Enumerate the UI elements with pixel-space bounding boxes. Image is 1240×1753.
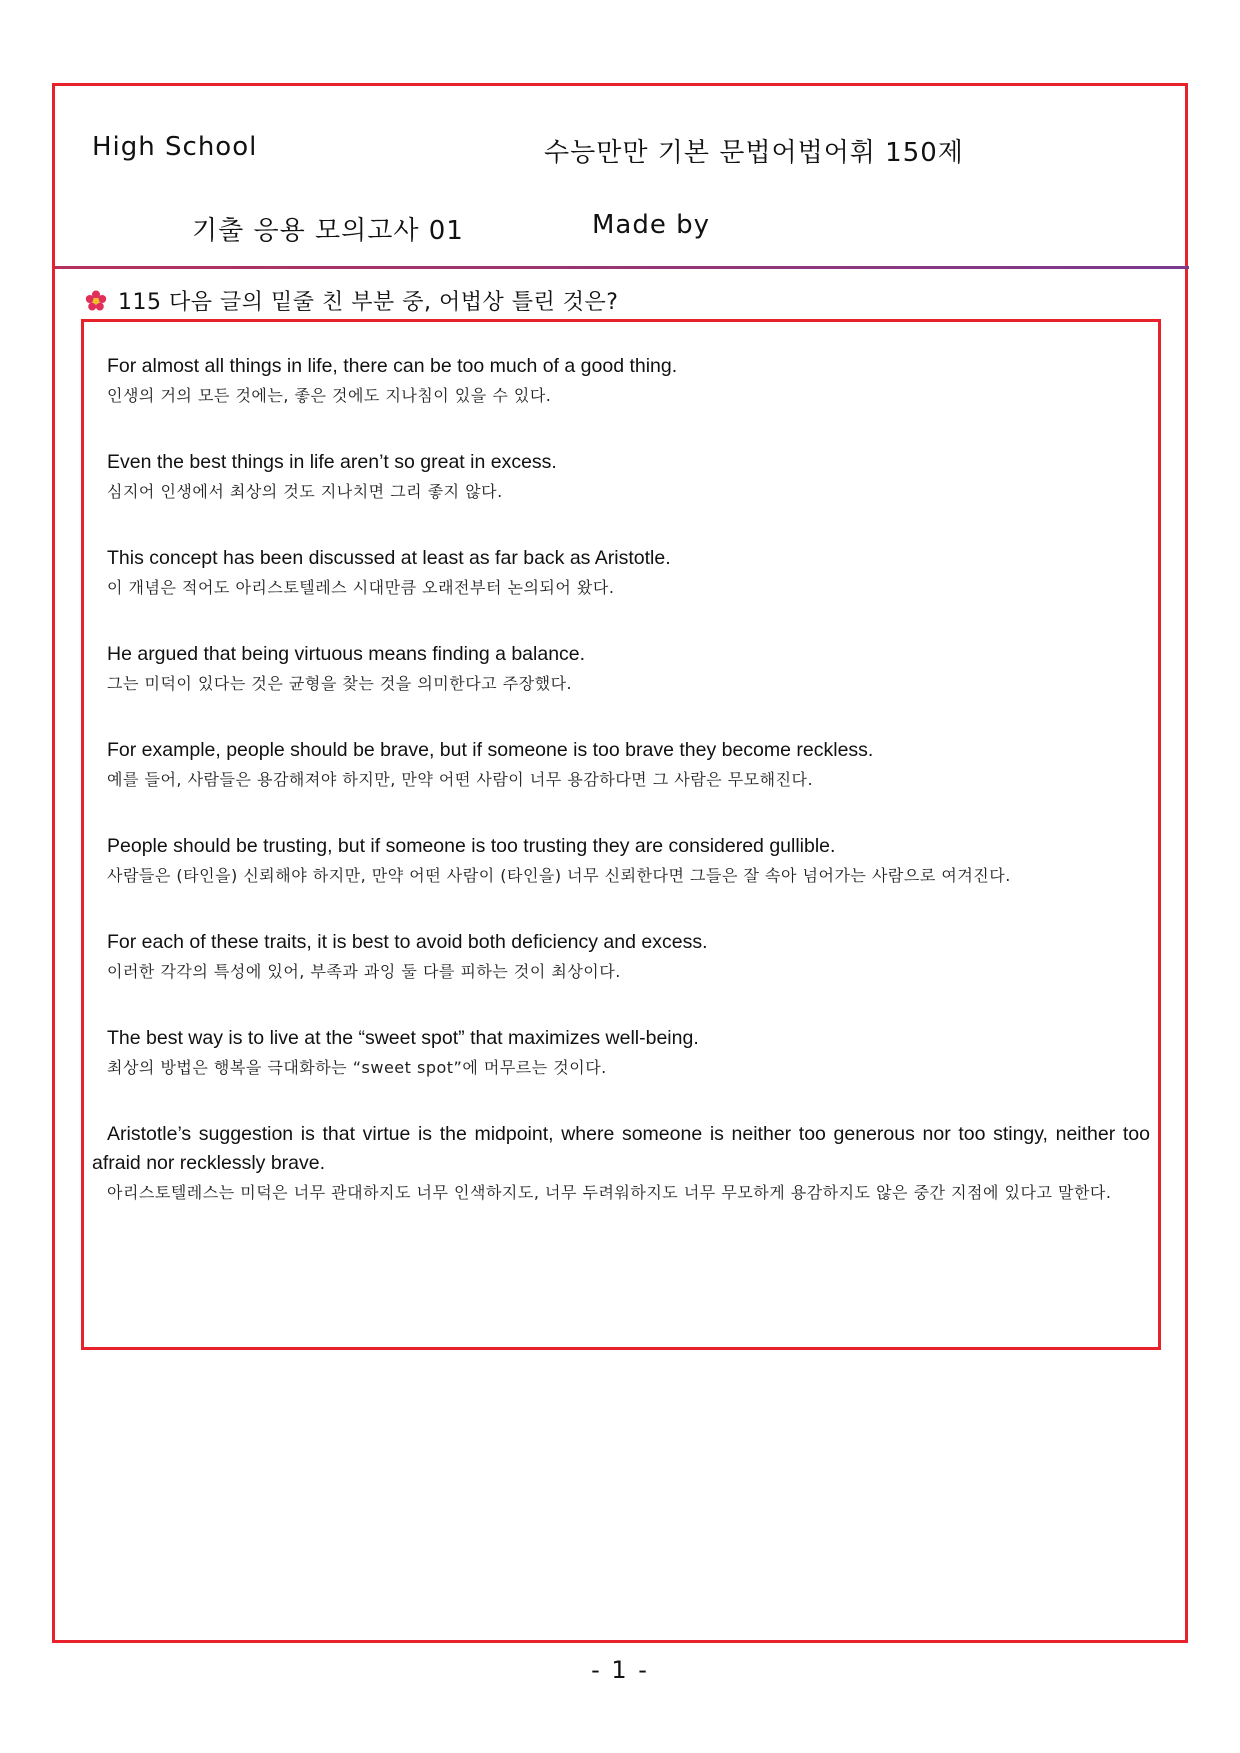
sentence-pair-7 bbox=[92, 928, 1150, 987]
question-line bbox=[84, 285, 618, 316]
korean-translation: 이러한 각각의 특성에 있어, 부족과 과잉 둘 다를 피하는 것이 최상이다. bbox=[107, 962, 621, 981]
header-divider bbox=[55, 266, 1189, 269]
korean-translation: 예를 들어, 사람들은 용감해져야 하지만, 만약 어떤 사람이 너무 용감하다면 그 사람은 무모해진다. bbox=[107, 770, 814, 789]
passage bbox=[92, 352, 1150, 1245]
sentence-pair-1 bbox=[92, 352, 1150, 411]
sentence-pair-4 bbox=[92, 640, 1150, 699]
english-sentence: For each of these traits, it is best to avoid both deficiency and excess. bbox=[107, 931, 708, 953]
sentence-pair-5 bbox=[92, 736, 1150, 795]
header-title: 수능만만 기본 문법어법어휘 150제 bbox=[544, 138, 964, 168]
korean-translation: 그는 미덕이 있다는 것은 균형을 찾는 것을 의미한다고 주장했다. bbox=[107, 674, 573, 693]
korean-translation: 아리스토텔레스는 미덕은 너무 관대하지도 너무 인색하지도, 너무 두려워하지도 너무 무모하게 용감하지도 않은 중간 지점에 있다고 말한다. bbox=[107, 1183, 1112, 1202]
page-number: - 1 - bbox=[591, 1656, 649, 1684]
english-sentence: This concept has been discussed at least as far back as Aristotle. bbox=[107, 547, 671, 569]
sentence-pair-6 bbox=[92, 832, 1150, 891]
flower-icon bbox=[84, 289, 108, 313]
english-sentence: Aristotle’s suggestion is that virtue is the midpoint, where someone is neither too generous nor too stingy, neither too afraid nor recklessly brave. bbox=[92, 1123, 1150, 1174]
sentence-pair-3 bbox=[92, 544, 1150, 603]
english-sentence: The best way is to live at the “sweet spot” that maximizes well-being. bbox=[107, 1027, 699, 1049]
english-sentence: For almost all things in life, there can be too much of a good thing. bbox=[107, 355, 678, 377]
sentence-pair-9 bbox=[92, 1120, 1150, 1208]
header-subtitle: 기출 응용 모의고사 01 bbox=[192, 216, 464, 246]
korean-translation: 인생의 거의 모든 것에는, 좋은 것에도 지나침이 있을 수 있다. bbox=[107, 386, 552, 405]
korean-translation: 사람들은 (타인을) 신뢰해야 하지만, 만약 어떤 사람이 (타인을) 너무 신뢰한다면 그들은 잘 속아 넘어가는 사람으로 여겨진다. bbox=[107, 866, 1011, 885]
korean-translation: 최상의 방법은 행복을 극대화하는 “sweet spot”에 머무르는 것이다. bbox=[107, 1058, 607, 1077]
english-sentence: People should be trusting, but if someone is too trusting they are considered gullible. bbox=[107, 835, 836, 857]
header-school: High School bbox=[92, 132, 258, 162]
english-sentence: For example, people should be brave, but if someone is too brave they become reckless. bbox=[107, 739, 874, 761]
english-sentence: He argued that being virtuous means finding a balance. bbox=[107, 643, 586, 665]
header-made-by: Made by bbox=[592, 210, 711, 240]
sentence-pair-8 bbox=[92, 1024, 1150, 1083]
question-text: 115 다음 글의 밑줄 친 부분 중, 어법상 틀린 것은? bbox=[118, 290, 619, 315]
korean-translation: 심지어 인생에서 최상의 것도 지나치면 그리 좋지 않다. bbox=[107, 482, 503, 501]
english-sentence: Even the best things in life aren’t so great in excess. bbox=[107, 451, 557, 473]
sentence-pair-2 bbox=[92, 448, 1150, 507]
korean-translation: 이 개념은 적어도 아리스토텔레스 시대만큼 오래전부터 논의되어 왔다. bbox=[107, 578, 615, 597]
